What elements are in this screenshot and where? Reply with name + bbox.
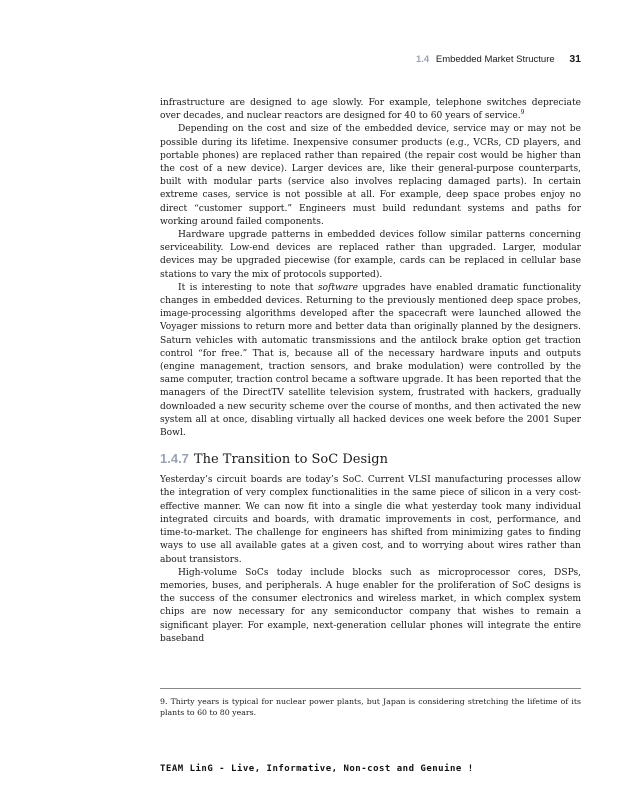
footer-banner: TEAM LinG - Live, Informative, Non-cost and Genuine ! [160,764,474,774]
footnote-divider [160,688,581,689]
paragraph: infrastructure are designed to age slowly. For example, telephone switches depreciate over decades, and nuclear reactors are designed for 40 to 60 years of service.$^9$ [160,98,581,122]
footnote: 9. Thirty years is typical for nuclear power plants, but Japan is considering stretching the lifetime of its plants to 60 to 80 years. [160,697,581,717]
body-text [160,97,581,646]
paragraph: Hardware upgrade patterns in embedded devices follow similar patterns concerning serviceability. Low-end devices are replaced rather than upgraded. Larger, modular devices may be upgraded piecewise (for example, cards can be replaced in cellular base stations to vary the mix of protocols supported). [160,230,581,280]
emphasis: software [317,282,358,293]
section-heading [160,450,581,469]
header-section-title: Embedded Market Structure [435,54,555,65]
section-number: 1.4.7 [160,451,189,467]
header-section-number: 1.4 [416,54,430,65]
paragraph: Depending on the cost and size of the embedded device, service may or may not be possible during its lifetime. Inexpensive consumer products (e.g., VCRs, CD players, and portable phones) are replaced rather than repaired (the repair cost would be higher than the cost of a new device). Larger devices are, like their general-purpose counterparts, built with modular parts (service also involves replacing damaged parts). In certain extreme cases, service is not possible at all. For example, deep space probes enjoy no direct “customer support.” Engineers must build redundant systems and paths for working around failed components. [160,124,581,227]
paragraph: Yesterday’s circuit boards are today’s SoC. Current VLSI manufacturing processes allow the integration of very complex functionalities in the same piece of silicon in a very cost-effective manner. We can now fit into a single die what yesterday took many individual integrated circuits and boards, with dramatic improvements in cost, performance, and time-to-market. The challenge for engineers has shifted from minimizing gates to finding ways to use all available gates at a given cost, and to worrying about wires rather than about transistors. [160,475,581,565]
paragraph: High-volume SoCs today include blocks such as microprocessor cores, DSPs, memories, buses, and peripherals. A huge enabler for the proliferation of SoC designs is the success of the consumer electronics and wireless market, in which complex system chips are now necessary for any semiconductor company that wishes to remain a significant player. For example, next-generation cellular phones will integrate the entire baseband [160,567,581,644]
page-number: 31 [569,53,581,65]
footnote-ref: 9 [520,109,525,117]
section-title: The Transition to SoC Design [193,452,388,468]
paragraph: It is interesting to note that software upgrades have enabled dramatic functionality changes in embedded devices. Returning to the previously mentioned deep space probes, image-processing algorithms developed after the spacecraft were launched allowed the Voyager missions to return more and better data than originally planned by the designers. Saturn vehicles with automatic transmissions and the antilock brake option get traction control “for free.” That is, because all of the necessary hardware inputs and outputs (engine management, traction sensors, and brake modulation) were controlled by the same computer, traction control became a software upgrade. It has been reported that the managers of the DirectTV satellite television system, frustrated with hackers, gradually downloaded a new security scheme over the course of months, and then activated the new system all at once, disabling virtually all hacked devices one week before the 2001 Super Bowl. [160,282,582,439]
running-header [160,52,581,67]
